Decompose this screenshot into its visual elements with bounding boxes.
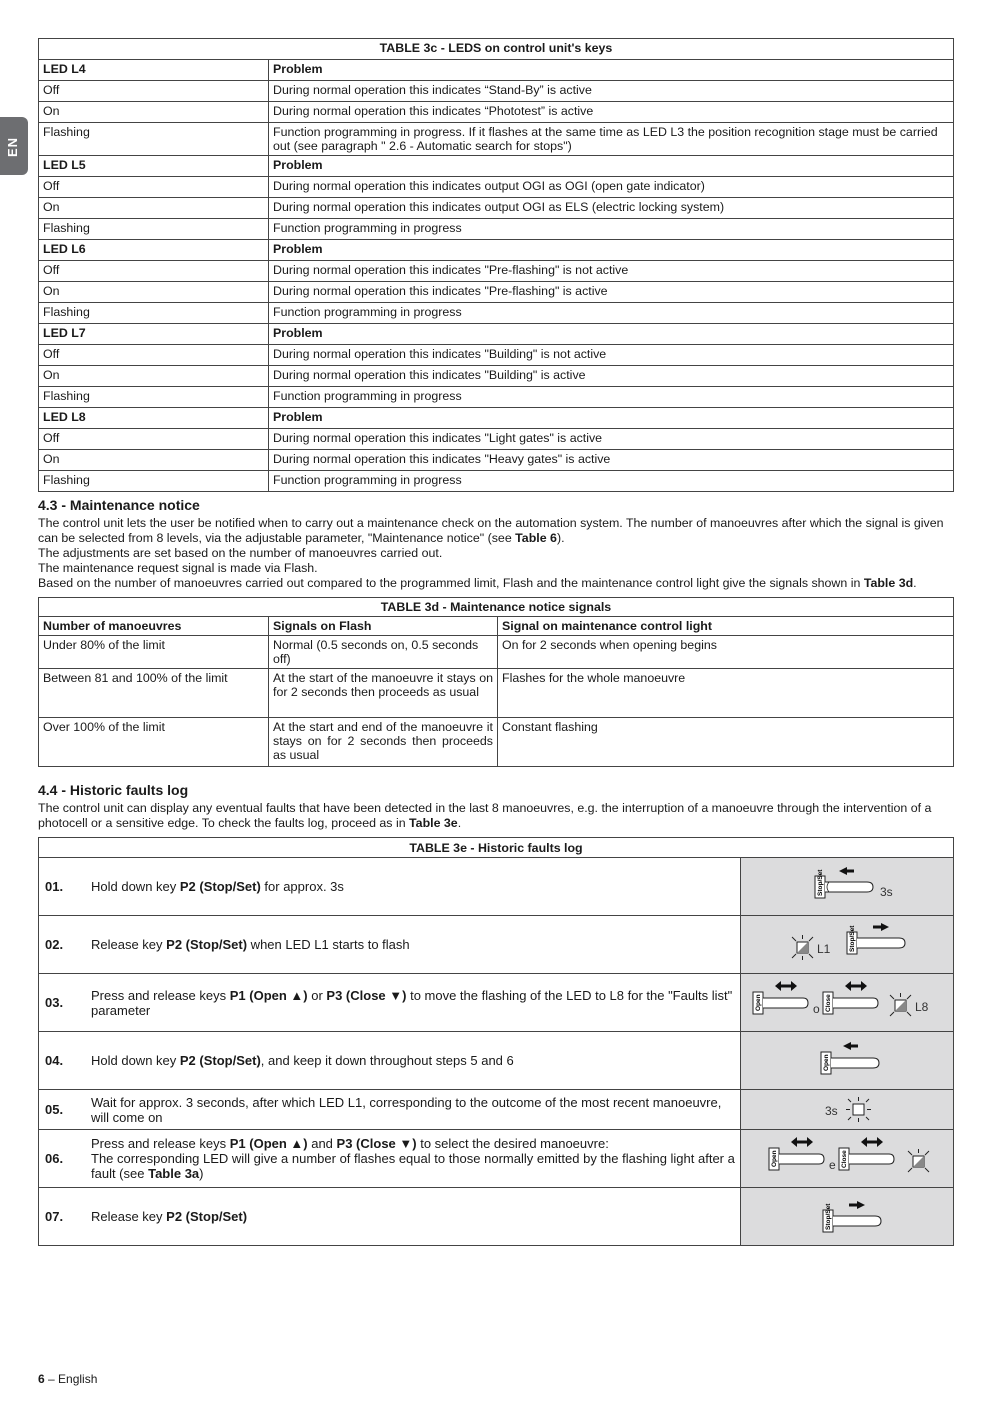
svg-text:Stop/Set: Stop/Set [817,869,824,896]
led-name: LED L7 [39,324,269,345]
problem-header: Problem [269,156,954,177]
led-description: During normal operation this indicates "Pre-flashing" is active [269,282,954,303]
step-number: 02. [39,916,88,974]
step-text: Wait for approx. 3 seconds, after which LED L1, corresponding to the outcome of the most recent manoeuvre, will come on [87,1090,741,1130]
led-description: Function programming in progress. If it flashes at the same time as LED L3 the position recognition stage must be carried out (see paragraph " 2.6 - Automatic search for stops") [269,123,954,156]
section-4-3-body [38,516,956,591]
led-state: On [39,282,269,303]
svg-text:e: e [829,1157,836,1172]
svg-text:L8: L8 [915,999,929,1014]
table-3e [38,837,954,1246]
led-description: During normal operation this indicates “Phototest” is active [269,102,954,123]
table-3d-cell: Between 81 and 100% of the limit [39,669,269,718]
table-3c-group-header [39,324,954,345]
led-flashing-icon [792,935,831,960]
led-description: During normal operation this indicates output OGI as ELS (electric locking system) [269,198,954,219]
step-number: 01. [39,858,88,916]
step-text: Hold down key P2 (Stop/Set), and keep it down throughout steps 5 and 6 [87,1032,741,1090]
table-3d [38,597,954,767]
led-state: Flashing [39,123,269,156]
open-close-keys-icon [747,978,947,1028]
wait-led-on-icon [747,1093,947,1127]
table-3c-group-header [39,156,954,177]
table-row [39,366,954,387]
table-3d-header: Signals on Flash [269,617,498,636]
section-4-3-title: 4.3 - Maintenance notice [38,497,200,513]
step-number: 05. [39,1090,88,1130]
table-3d-header: Signal on maintenance control light [498,617,954,636]
table-row [39,345,954,366]
svg-text:Close: Close [841,1149,848,1168]
table-row [39,282,954,303]
table-row [39,219,954,240]
paragraph: Based on the number of manoeuvres carried out compared to the programmed limit, Flash and the maintenance control light give the signals shown in Table 3d. [38,576,917,590]
led-state: Off [39,81,269,102]
table-row [39,102,954,123]
step-text: Press and release keys P1 (Open ▲) and P3 (Close ▼) to select the desired manoeuvre: The corresponding LED will give a number of flashes equal to those normally emitted by the flashing light after a fault (see Table 3a) [87,1130,741,1188]
svg-text:Open: Open [755,993,762,1011]
table-row [39,123,954,156]
step-illustration [741,1032,954,1090]
led-description: During normal operation this indicates "Light gates" is active [269,429,954,450]
led-state: Off [39,429,269,450]
svg-text:Stop/Set: Stop/Set [849,925,856,952]
step-illustration [741,974,954,1032]
svg-text:o: o [813,1001,820,1016]
section-4-4-title: 4.4 - Historic faults log [38,782,189,798]
table-3d-cell: At the start of the manoeuvre it stays on for 2 seconds then proceeds as usual [269,669,498,718]
table-3c-caption: TABLE 3c - LEDS on control unit's keys [39,39,954,60]
paragraph: The adjustments are set based on the number of manoeuvres carried out. [38,546,443,560]
table-3d-cell: Normal (0.5 seconds on, 0.5 seconds off) [269,636,498,669]
problem-header: Problem [269,324,954,345]
step-illustration [741,1130,954,1188]
led-state: Flashing [39,387,269,408]
led-state: Flashing [39,471,269,492]
led-state: On [39,450,269,471]
svg-text:3s: 3s [825,1103,838,1118]
led-name: LED L4 [39,60,269,81]
led-name: LED L5 [39,156,269,177]
step-text: Hold down key P2 (Stop/Set) for approx. 3s [87,858,741,916]
step-illustration [741,1188,954,1246]
led-state: Off [39,345,269,366]
problem-header: Problem [269,240,954,261]
step-text: Release key P2 (Stop/Set) when LED L1 starts to flash [87,916,741,974]
step-text: Release key P2 (Stop/Set) [87,1188,741,1246]
open-key-hold-icon [747,1036,947,1086]
svg-text:Open: Open [771,1149,778,1167]
svg-text:Close: Close [825,993,832,1012]
led-description: During normal operation this indicates output OGI as OGI (open gate indicator) [269,177,954,198]
step-illustration [741,916,954,974]
led-state: Off [39,177,269,198]
led-description: Function programming in progress [269,303,954,324]
table-3e-caption: TABLE 3e - Historic faults log [39,838,954,858]
open-close-select-icon [747,1134,947,1184]
led-description: During normal operation this indicates “Stand-By” is active [269,81,954,102]
table-3d-cell: At the start and end of the manoeuvre it stays on for 2 seconds then proceeds as usual [269,718,498,767]
table-3d-caption: TABLE 3d - Maintenance notice signals [39,598,954,617]
led-description: Function programming in progress [269,471,954,492]
table-row [39,471,954,492]
language-tab [0,117,28,175]
table-3d-cell: Over 100% of the limit [39,718,269,767]
led-l1-flash-release-icon [747,920,947,970]
table-3c [38,38,954,492]
svg-text:Open: Open [823,1053,830,1071]
step-text: Press and release keys P1 (Open ▲) or P3 (Close ▼) to move the flashing of the LED to L8 for the "Faults list" parameter [87,974,741,1032]
table-row [39,261,954,282]
led-state: On [39,366,269,387]
step-number: 06. [39,1130,88,1188]
table-row [39,81,954,102]
led-state: Flashing [39,303,269,324]
table-row [39,429,954,450]
svg-text:L1: L1 [817,941,831,956]
led-state: On [39,102,269,123]
page-number: 6 [38,1372,45,1386]
table-3d-cell: On for 2 seconds when opening begins [498,636,954,669]
step-number: 07. [39,1188,88,1246]
table-row [39,177,954,198]
led-description: Function programming in progress [269,219,954,240]
paragraph: The control unit lets the user be notified when to carry out a maintenance check on the automation system. The number of manoeuvres after which the signal is given can be selected from 8 levels, via the adjustable parameter, "Maintenance notice" (see Table 6). [38,516,944,545]
stop-set-key-hold-icon [747,862,947,912]
paragraph: The control unit can display any eventual faults that have been detected in the last 8 manoeuvres, e.g. the interruption of a manoeuvre through the intervention of a photocell or a sensitive edge. To check the faults log, proceed as in Table 3e. [38,801,932,830]
table-row [39,387,954,408]
led-description: During normal operation this indicates "Heavy gates" is active [269,450,954,471]
svg-text:3s: 3s [880,884,893,899]
led-description: During normal operation this indicates "Building" is active [269,366,954,387]
table-3d-cell: Flashes for the whole manoeuvre [498,669,954,718]
step-illustration [741,858,954,916]
footer-language: English [58,1372,98,1386]
led-state: Off [39,261,269,282]
problem-header: Problem [269,60,954,81]
page-footer: 6 – English [38,1372,98,1386]
step-number: 03. [39,974,88,1032]
led-description: Function programming in progress [269,387,954,408]
led-description: During normal operation this indicates "Pre-flashing" is not active [269,261,954,282]
table-3d-cell: Under 80% of the limit [39,636,269,669]
led-name: LED L8 [39,408,269,429]
stop-set-key-release-icon [847,923,905,954]
table-3c-group-header [39,408,954,429]
table-row [39,450,954,471]
table-3c-group-header [39,240,954,261]
step-illustration [741,1090,954,1130]
table-row [39,198,954,219]
led-state: On [39,198,269,219]
problem-header: Problem [269,408,954,429]
svg-text:Stop/Set: Stop/Set [825,1203,832,1230]
led-description: During normal operation this indicates "Building" is not active [269,345,954,366]
step-number: 04. [39,1032,88,1090]
stop-set-key-release-icon [747,1192,947,1242]
table-row [39,303,954,324]
table-3c-group-header [39,60,954,81]
led-name: LED L6 [39,240,269,261]
led-state: Flashing [39,219,269,240]
paragraph: The maintenance request signal is made via Flash. [38,561,318,575]
language-tab-label: EN [5,136,20,157]
table-3d-cell: Constant flashing [498,718,954,767]
section-4-4-body [38,801,956,831]
table-3d-header: Number of manoeuvres [39,617,269,636]
